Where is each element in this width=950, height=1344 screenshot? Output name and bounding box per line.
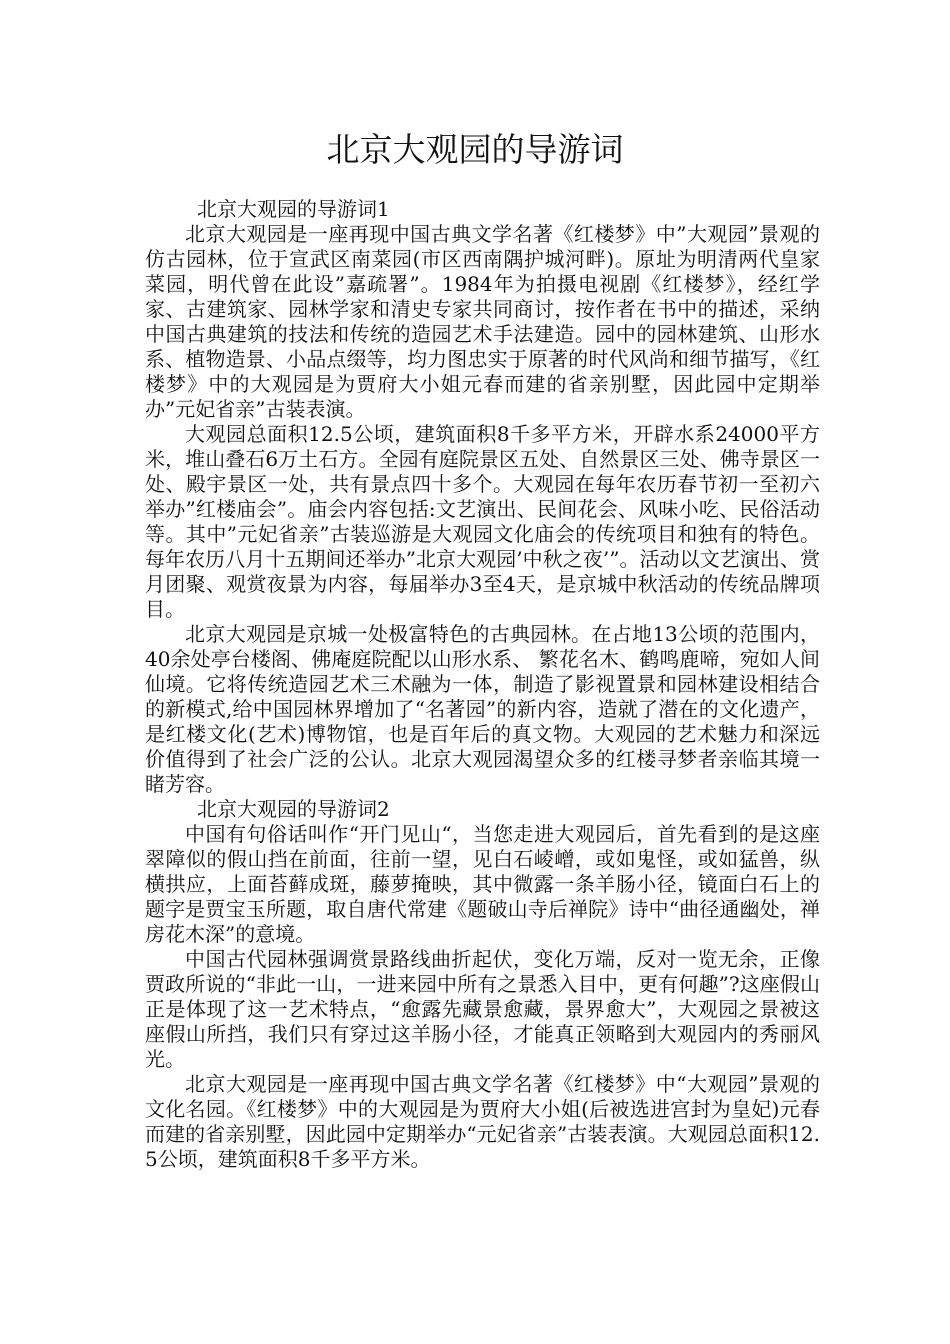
document-title: 北京大观园的导游词 <box>326 130 624 169</box>
body-paragraph: 北京大观园是京城一处极富特色的古典园林。在占地13公顷的范围内，40余处亭台楼阁、佛庵庭院配以山形水系、 繁花名木、鹤鸣鹿啼，宛如人间仙境。它将传统造园艺术三术融为一体，制造了影视置景和园林建设相结合的新模式,给中国园林界增加了“名著园”的新内容，造就了潜在的文化遗产，是红楼文化(艺术)博物馆，也是百年后的真文物。大观园的艺术魅力和深远价值得到了社会广泛的公认。北京大观园渴望众多的红楼寻梦者亲临其境一睹芳容。 <box>145 622 820 796</box>
body-paragraph: 北京大观园是一座再现中国古典文学名著《红楼梦》中”大观园”景观的仿古园林，位于宣武区南菜园(市区西南隅护城河畔)。原址为明清两代皇家菜园，明代曾在此设”嘉疏署”。1984年为拍摄电视剧《红楼梦》，经红学家、古建筑家、园林学家和清史专家共同商讨，按作者在书中的描述，采纳中国古典建筑的技法和传统的造园艺术手法建造。园中的园林建筑、山形水系、植物造景、小品点缀等，均力图忠实于原著的时代风尚和细节描写，《红楼梦》中的大观园是为贾府大小姐元春而建的省亲别墅，因此园中定期举办”元妃省亲”古装表演。 <box>145 222 820 421</box>
document-body <box>145 197 820 1172</box>
body-paragraph: 大观园总面积12.5公顷，建筑面积8千多平方米，开辟水系24000平方米，堆山叠石6万土石方。全园有庭院景区五处、自然景区三处、佛寺景区一处、殿宇景区一处，共有景点四十多个。大观园在每年农历春节初一至初六举办”红楼庙会”。庙会内容包括:文艺演出、民间花会、风味小吃、民俗活动等。其中”元妃省亲”古装巡游是大观园文化庙会的传统项目和独有的特色。每年农历八月十五期间还举办”北京大观园’中秋之夜’”。活动以文艺演出、赏月团聚、观赏夜景为内容，每届举办3至4天，是京城中秋活动的传统品牌项目。 <box>145 422 820 621</box>
section-heading: 北京大观园的导游词2 <box>197 797 390 821</box>
body-paragraph: 中国有句俗话叫作“开门见山“，当您走进大观园后，首先看到的是这座翠障似的假山挡在前面，往前一望，见白石崚嶒，或如鬼怪，或如猛兽，纵横拱应，上面苔藓成斑，藤萝掩映，其中微露一条羊肠小径，镜面白石上的题字是贾宝玉所题，取自唐代常建《题破山寺后禅院》诗中“曲径通幽处，禅房花木深”的意境。 <box>145 822 820 946</box>
body-paragraph: 中国古代园林强调赏景路线曲折起伏，变化万端，反对一览无余，正像贾政所说的“非此一山，一进来园中所有之景悉入目中，更有何趣”?这座假山正是体现了这一艺术特点，“愈露先藏景愈藏，景界愈大”，大观园之景被这座假山所挡，我们只有穿过这羊肠小径，才能真正领略到大观园内的秀丽风光。 <box>145 947 820 1071</box>
body-paragraph: 北京大观园是一座再现中国古典文学名著《红楼梦》中“大观园”景观的文化名园。《红楼梦》中的大观园是为贾府大小姐(后被选进宫封为皇妃)元春而建的省亲别墅，因此园中定期举办“元妃省亲”古装表演。大观园总面积12.5公顷，建筑面积8千多平方米。 <box>145 1072 820 1171</box>
section-heading: 北京大观园的导游词1 <box>197 197 390 221</box>
